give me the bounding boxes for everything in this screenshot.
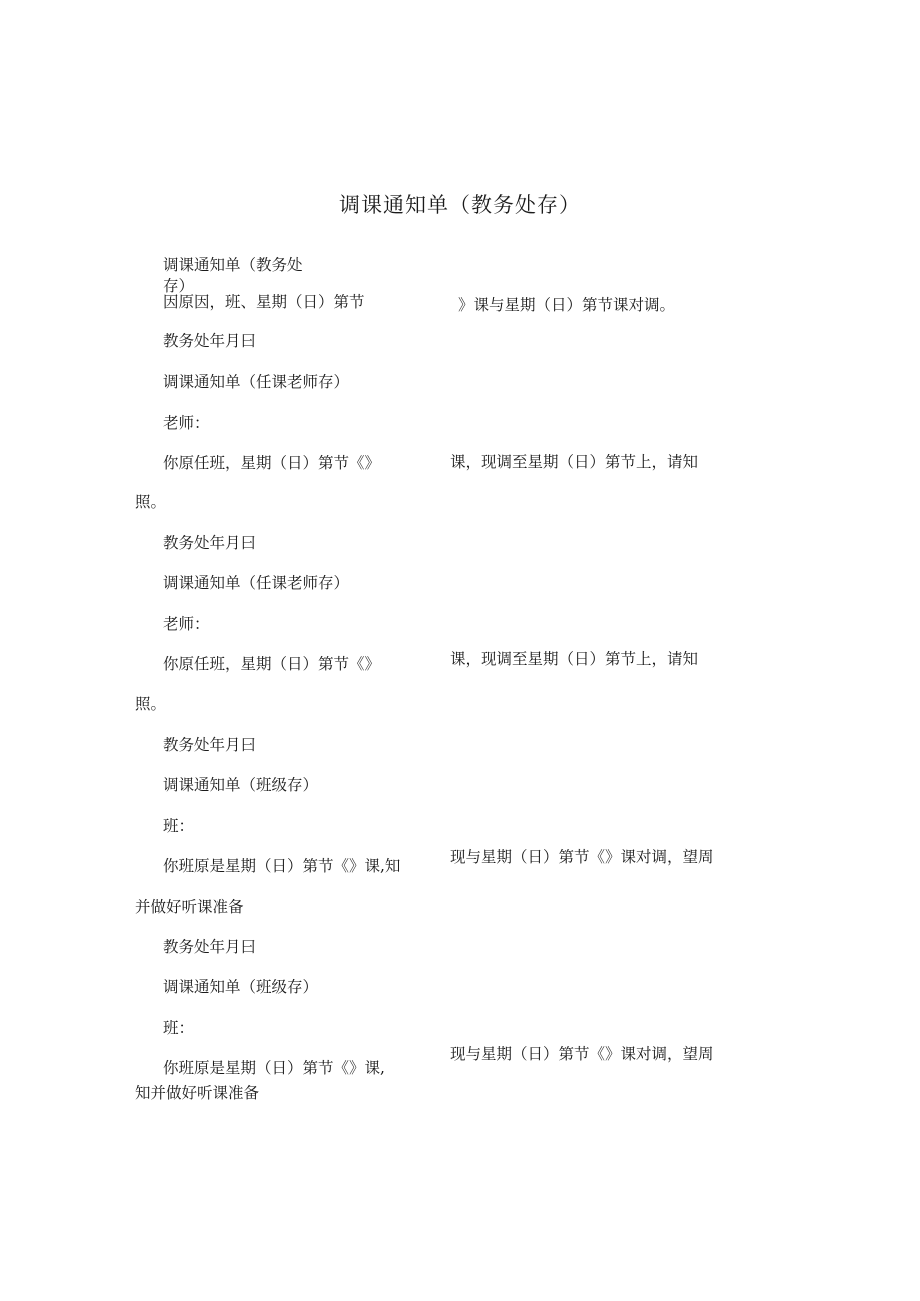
notice-body-right: 课，现调至星期（日）第节上，请知 — [450, 650, 699, 668]
section-heading-wrap: 存） — [163, 277, 195, 295]
document-title: 调课通知单（教务处存） — [339, 193, 581, 217]
salutation: 班： — [163, 817, 195, 835]
signature-line: 教务处年月曰 — [163, 332, 257, 350]
notice-body-left: 你班原是星期（日）第节《》课,知 — [163, 857, 401, 875]
notice-body-right: 课，现调至星期（日）第节上，请知 — [450, 453, 699, 471]
salutation: 老师： — [163, 615, 210, 633]
notice-body-wrap: 知并做好听课准备 — [135, 1084, 260, 1102]
section-heading: 调课通知单（任课老师存） — [163, 574, 350, 592]
notice-body-left: 因原因，班、星期（日）第节 — [163, 293, 365, 311]
section-heading: 调课通知单（班级存） — [163, 978, 319, 996]
notice-body-wrap: 照。 — [135, 695, 167, 713]
notice-body-wrap: 并做好听课准备 — [135, 898, 244, 916]
notice-body-left: 你原任班，星期（日）第节《》 — [163, 655, 381, 673]
notice-body-wrap: 照。 — [135, 493, 167, 511]
signature-line: 教务处年月曰 — [163, 736, 257, 754]
signature-line: 教务处年月曰 — [163, 534, 257, 552]
salutation: 班： — [163, 1019, 195, 1037]
notice-body-left: 你原任班，星期（日）第节《》 — [163, 454, 381, 472]
section-heading: 调课通知单（任课老师存） — [163, 373, 350, 391]
notice-body-right: 》课与星期（日）第节课对调。 — [458, 296, 676, 314]
notice-body-right: 现与星期（日）第节《》课对调，望周 — [450, 1045, 714, 1063]
signature-line: 教务处年月曰 — [163, 938, 257, 956]
notice-body-right: 现与星期（日）第节《》课对调，望周 — [450, 848, 714, 866]
section-heading: 调课通知单（教务处 — [163, 256, 303, 274]
salutation: 老师： — [163, 414, 210, 432]
section-heading: 调课通知单（班级存） — [163, 776, 319, 794]
notice-body-left: 你班原是星期（日）第节《》课, — [163, 1059, 385, 1077]
